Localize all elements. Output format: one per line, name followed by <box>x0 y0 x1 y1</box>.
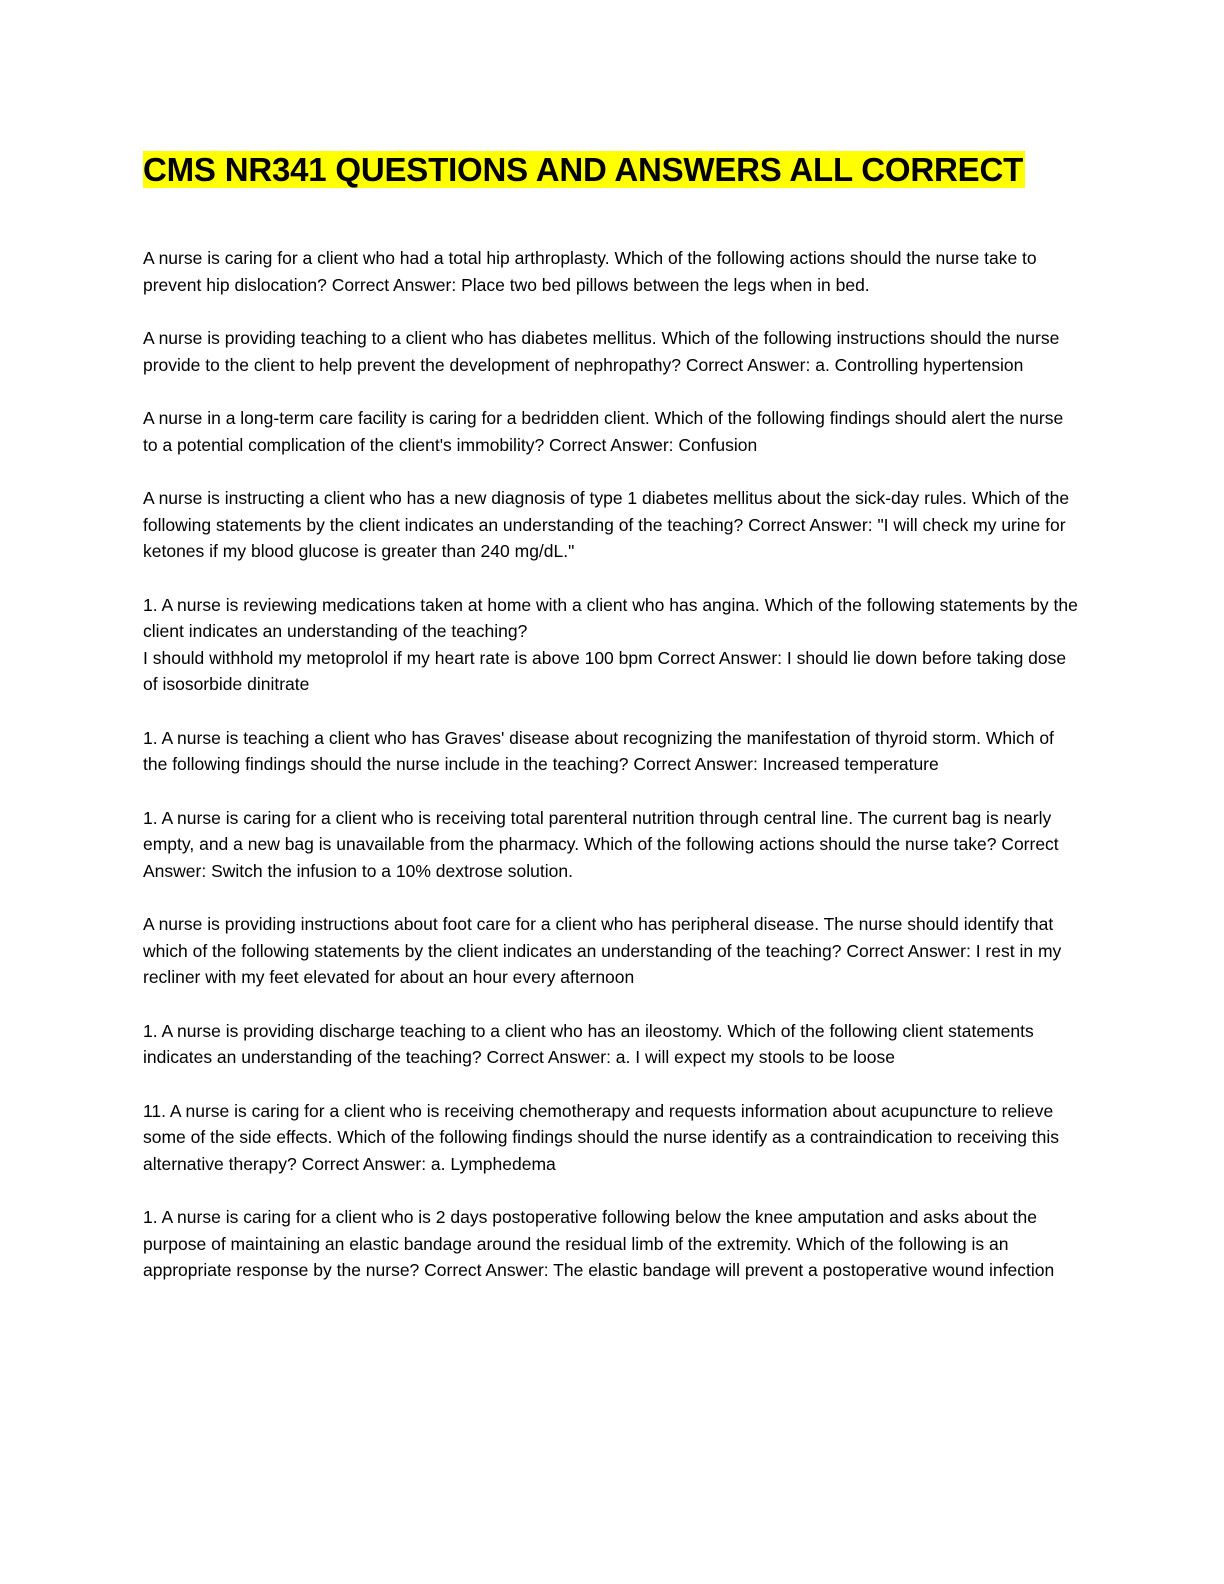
qa-item-7: 1. A nurse is caring for a client who is receiving total parenteral nutrition through central line. The current bag is nearly empty, and a new bag is unavailable from the pharmacy. Which of the following actions should the nurse take? Correct Answer: Switch the infusion to a 10% dextrose solution. <box>143 807 1059 881</box>
document-title <box>143 146 1025 194</box>
qa-item-10: 11. A nurse is caring for a client who is receiving chemotherapy and requests information about acupuncture to relieve some of the side effects. Which of the following findings should the nurse identify as a contraindication to receiving this alternative therapy? Correct Answer: a. Lymphedema <box>143 1100 1060 1174</box>
qa-item-2: A nurse is providing teaching to a client who has diabetes mellitus. Which of the following instructions should the nurse provide to the client to help prevent the development of nephropathy? Correct Answer: a. Controlling hypertension <box>143 328 1060 375</box>
qa-list <box>143 245 1078 1311</box>
qa-item-8: A nurse is providing instructions about foot care for a client who has peripheral disease. The nurse should identify that which of the following statements by the client indicates an understanding of the teaching? Correct Answer: I rest in my recliner with my feet elevated for about an hour every afternoon <box>143 914 1062 987</box>
qa-item-5: 1. A nurse is reviewing medications taken at home with a client who has angina. Which of the following statements by the client indicates an understanding of the teaching? I should withhold my metoprolol if my heart rate is above 100 bpm Correct Answer: I should lie down before taking dose of isosorbide dinitrate <box>143 594 1078 694</box>
qa-item-11: 1. A nurse is caring for a client who is 2 days postoperative following below the knee amputation and asks about the purpose of maintaining an elastic bandage around the residual limb of the extremity. Which of the following is an appropriate response by the nurse? Correct Answer: The elastic bandage will prevent a postoperative wound infection <box>143 1207 1055 1280</box>
qa-item-4: A nurse is instructing a client who has a new diagnosis of type 1 diabetes mellitus about the sick-day rules. Which of the following statements by the client indicates an understanding of the teaching? Correct Answer: "I will check my urine for ketones if my blood glucose is greater than 240 mg/dL." <box>143 488 1070 561</box>
qa-item-1: A nurse is caring for a client who had a total hip arthroplasty. Which of the following actions should the nurse take to prevent hip dislocation? Correct Answer: Place two bed pillows between the legs when in bed. <box>143 248 1037 295</box>
qa-item-9: 1. A nurse is providing discharge teaching to a client who has an ileostomy. Which of the following client statements indicates an understanding of the teaching? Correct Answer: a. I will expect my stools to be loose <box>143 1020 1034 1067</box>
qa-item-6: 1. A nurse is teaching a client who has Graves' disease about recognizing the manifestation of thyroid storm. Which of the following findings should the nurse include in the teaching? Correct Answer: Increased temperature <box>143 727 1054 774</box>
qa-item-3: A nurse in a long-term care facility is caring for a bedridden client. Which of the following findings should alert the nurse to a potential complication of the client's immobility? Correct Answer: Confusion <box>143 408 1064 455</box>
title-highlight: CMS NR341 QUESTIONS AND ANSWERS ALL CORRECT <box>143 151 1024 188</box>
